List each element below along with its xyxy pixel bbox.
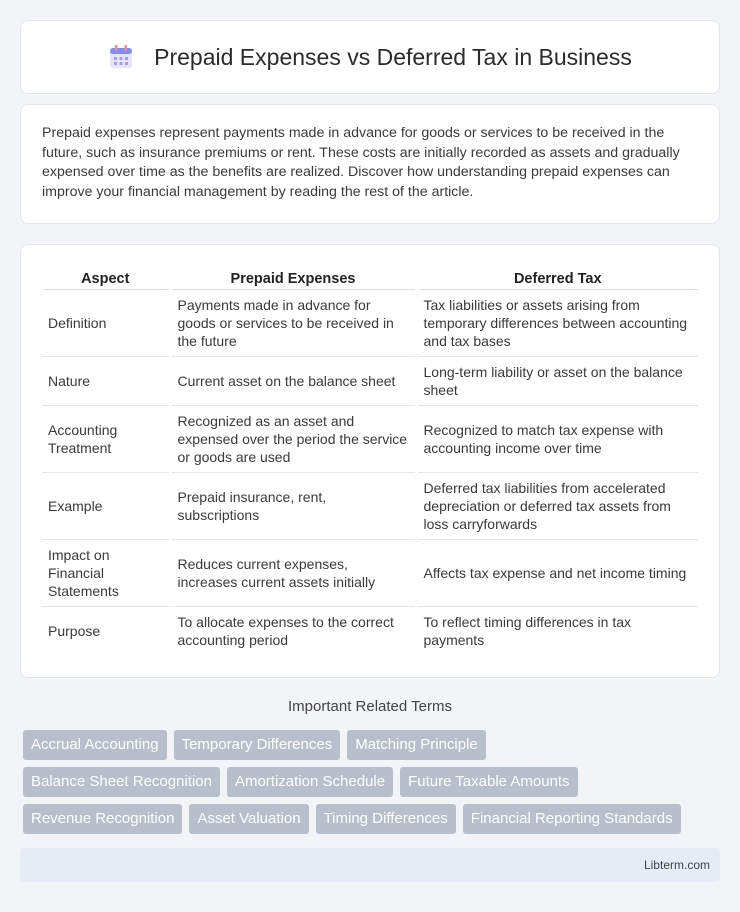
cell-aspect: Impact on Financial Statements — [42, 539, 170, 606]
footer-site-link[interactable]: Libterm.com — [643, 858, 710, 872]
cell-deferred: To reflect timing differences in tax payments — [416, 606, 698, 656]
table-row — [42, 472, 698, 539]
footer — [20, 848, 720, 882]
tag-temporary-differences[interactable]: Temporary Differences — [174, 730, 341, 760]
tag-timing-differences[interactable]: Timing Differences — [316, 804, 456, 834]
calendar-icon — [108, 44, 134, 70]
table-row — [42, 405, 698, 472]
tag-accrual-accounting[interactable]: Accrual Accounting — [23, 730, 167, 760]
cell-aspect: Definition — [42, 289, 170, 356]
comparison-card — [20, 244, 720, 678]
table-row — [42, 356, 698, 405]
page-title: Prepaid Expenses vs Deferred Tax in Business — [154, 43, 632, 70]
cell-deferred: Deferred tax liabilities from accelerated depreciation or deferred tax assets from loss carryforwards — [416, 472, 698, 539]
tag-amortization-schedule[interactable]: Amortization Schedule — [227, 767, 393, 797]
tag-balance-sheet-recognition[interactable]: Balance Sheet Recognition — [23, 767, 220, 797]
cell-prepaid: Recognized as an asset and expensed over the period the service or goods are used — [170, 405, 416, 472]
cell-deferred: Recognized to match tax expense with accounting income over time — [416, 405, 698, 472]
intro-text: Prepaid expenses represent payments made in advance for goods or services to be received in the future, such as insurance premiums or rent. These costs are initially recorded as assets and gradually expensed over time as the benefits are realized. Discover how understanding prepaid expenses can improve your financial management by reading the rest of the article. — [42, 125, 680, 200]
cell-prepaid: Payments made in advance for goods or services to be received in the future — [170, 289, 416, 356]
cell-aspect: Purpose — [48, 623, 101, 640]
header-prepaid-expenses: Prepaid Expenses — [170, 265, 416, 289]
header-card — [20, 20, 720, 94]
cell-aspect: Nature — [42, 356, 170, 405]
intro-card — [20, 104, 720, 224]
header-deferred-tax: Deferred Tax — [416, 265, 698, 289]
table-row — [42, 606, 698, 656]
comparison-table — [42, 265, 698, 656]
table-row — [42, 289, 698, 356]
tag-revenue-recognition[interactable]: Revenue Recognition — [23, 804, 182, 834]
header-aspect: Aspect — [42, 265, 170, 289]
table-header-row — [42, 265, 698, 289]
cell-deferred: Tax liabilities or assets arising from temporary differences between accounting and tax bases — [416, 289, 698, 356]
cell-deferred: Long-term liability or asset on the balance sheet — [416, 356, 698, 405]
related-terms-title: Important Related Terms — [288, 698, 452, 715]
related-terms-list — [23, 730, 723, 841]
cell-prepaid: To allocate expenses to the correct accounting period — [170, 606, 416, 656]
cell-prepaid: Reduces current expenses, increases current assets initially — [170, 539, 416, 606]
tag-row — [23, 730, 723, 760]
tag-financial-reporting-standards[interactable]: Financial Reporting Standards — [463, 804, 681, 834]
tag-future-taxable-amounts[interactable]: Future Taxable Amounts — [400, 767, 577, 797]
cell-prepaid: Prepaid insurance, rent, subscriptions — [170, 472, 416, 539]
tag-row — [23, 767, 723, 797]
cell-aspect: Example — [42, 472, 170, 539]
tag-asset-valuation[interactable]: Asset Valuation — [189, 804, 308, 834]
tag-row — [23, 804, 723, 834]
table-row — [42, 539, 698, 606]
tag-matching-principle[interactable]: Matching Principle — [347, 730, 486, 760]
cell-deferred: Affects tax expense and net income timing — [416, 539, 698, 606]
cell-prepaid: Current asset on the balance sheet — [170, 356, 416, 405]
cell-aspect: Accounting Treatment — [42, 405, 170, 472]
